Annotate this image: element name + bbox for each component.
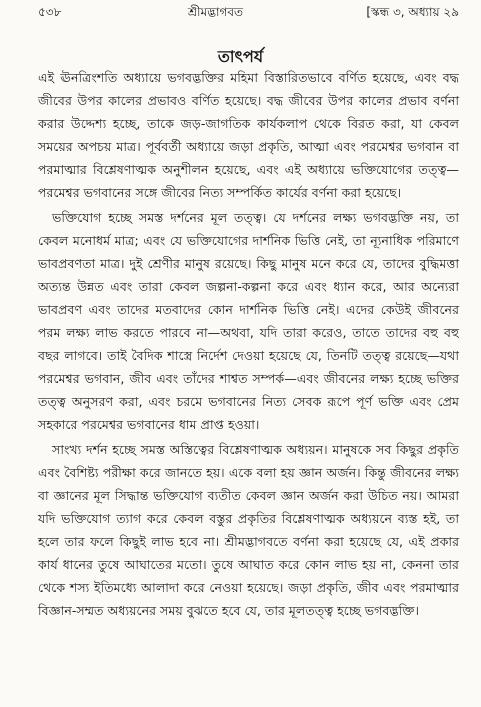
section-title: তাৎপর্য (217, 47, 264, 66)
chapter-reference: [স্কন্ধ ৩, অধ্যায় ২৯ (366, 5, 459, 19)
running-header (38, 4, 459, 24)
page-body (38, 66, 459, 624)
page-number: ৫৩৮ (38, 5, 62, 19)
paragraph: সাংখ্য দর্শন হচ্ছে সমস্ত অস্তিত্বের বিশ্লেষণাত্মক অধ্যয়ন। মানুষকে সব কিছুর প্রকৃতি এবং বৈশিষ্ট্য পরীক্ষা করে জানতে হয়। একে বলা হয় জ্ঞান অর্জন। কিন্তু জীবনের লক্ষ্য বা জ্ঞানের মূল সিদ্ধান্ত ভক্তিযোগ ব্যতীত কেবল জ্ঞান অর্জন করা উচিত নয়। আমরা যদি ভক্তিযোগ ত্যাগ করে কেবল বস্তুর প্রকৃতির বিশ্লেষণাত্মক অধ্যয়নে ব্যস্ত হই, তা হলে তার ফলে কিছুই লাভ হবে না। শ্রীমদ্ভাগবতে বর্ণনা করা হয়েছে যে, এই প্রকার কার্য ধানের তুষে আঘাতের মতো। তুষে আঘাত করে কোন লাভ হয় না, কেননা তার থেকে শস্য ইতিমধ্যে আলাদা করে নেওয়া হয়েছে। জড়া প্রকৃতি, জীব এবং পরমাত্মার বিজ্ঞান-সম্মত অধ্যয়নের সময় বুঝতে হবে যে, তার মূলতত্ত্ব হচ্ছে ভগবদ্ভক্তি। (38, 442, 459, 618)
paragraph: ভক্তিযোগ হচ্ছে সমস্ত দর্শনের মূল তত্ত্ব। যে দর্শনের লক্ষ্য ভগবদ্ভক্তি নয়, তা কেবল মনোধর্ম মাত্র; এবং যে ভক্তিযোগের দার্শনিক ভিত্তি নেই, তা ন্যূনাধিক পরিমাণে ভাবপ্রবণতা মাত্র। দুই শ্রেণীর মানুষ রয়েছে। কিছু মানুষ মনে করে যে, তাদের বুদ্ধিমত্তা অত্যন্ত উন্নত এবং তারা কেবল জল্পনা-কল্পনা করে এবং ধ্যান করে, আর অন্যেরা ভাবপ্রবণ এবং তাদের মতবাদের কোন দার্শনিক ভিত্তি নেই। এদের কেউই জীবনের পরম লক্ষ্য লাভ করতে পারবে না—অথবা, যদি তারা করেও, তাতে তাদের বহু বহু বছর লাগবে। তাই বৈদিক শাস্ত্রে নির্দেশ দেওয়া হয়েছে যে, তিনটি তত্ত্ব রয়েছে—যথা পরমেশ্বর ভগবান, জীব এবং তাঁদের শাশ্বত সম্পর্ক—এবং জীবনের লক্ষ্য হচ্ছে ভক্তির তত্ত্ব অনুসরণ করা, এবং চরমে ভগবানের নিত্য সেবক রূপে পূর্ণ ভক্তি এবং প্রেম সহকারে পরমেশ্বর ভগবানের ধাম প্রাপ্ত হওয়া। (38, 210, 459, 432)
paragraph: এই ঊনত্রিংশতি অধ্যায়ে ভগবদ্ভক্তির মহিমা বিস্তারিতভাবে বর্ণিত হয়েছে, এবং বদ্ধ জীবের উপর কালের প্রভাবও বর্ণিত হয়েছে। বদ্ধ জীবের উপর কালের প্রভাব বর্ণনা করার উদ্দেশ্য হচ্ছে, তাকে জড়-জাগতিক কার্যকলাপ থেকে বিরত করা, যা কেবল সময়ের অপচয় মাত্র। পূর্ববর্তী অধ্যায়ে জড়া প্রকৃতি, আত্মা এবং পরমেশ্বর ভগবান বা পরমাত্মার বিশ্লেষণাত্মক অনুশীলন হয়েছে, এবং এই অধ্যায়ে ভক্তিযোগের তত্ত্ব—পরমেশ্বর ভগবানের সঙ্গে জীবের নিত্য সম্পর্কিত কার্যের বর্ণনা করা হয়েছে। (38, 70, 459, 200)
book-title: শ্রীমদ্ভাগবত (188, 5, 244, 19)
